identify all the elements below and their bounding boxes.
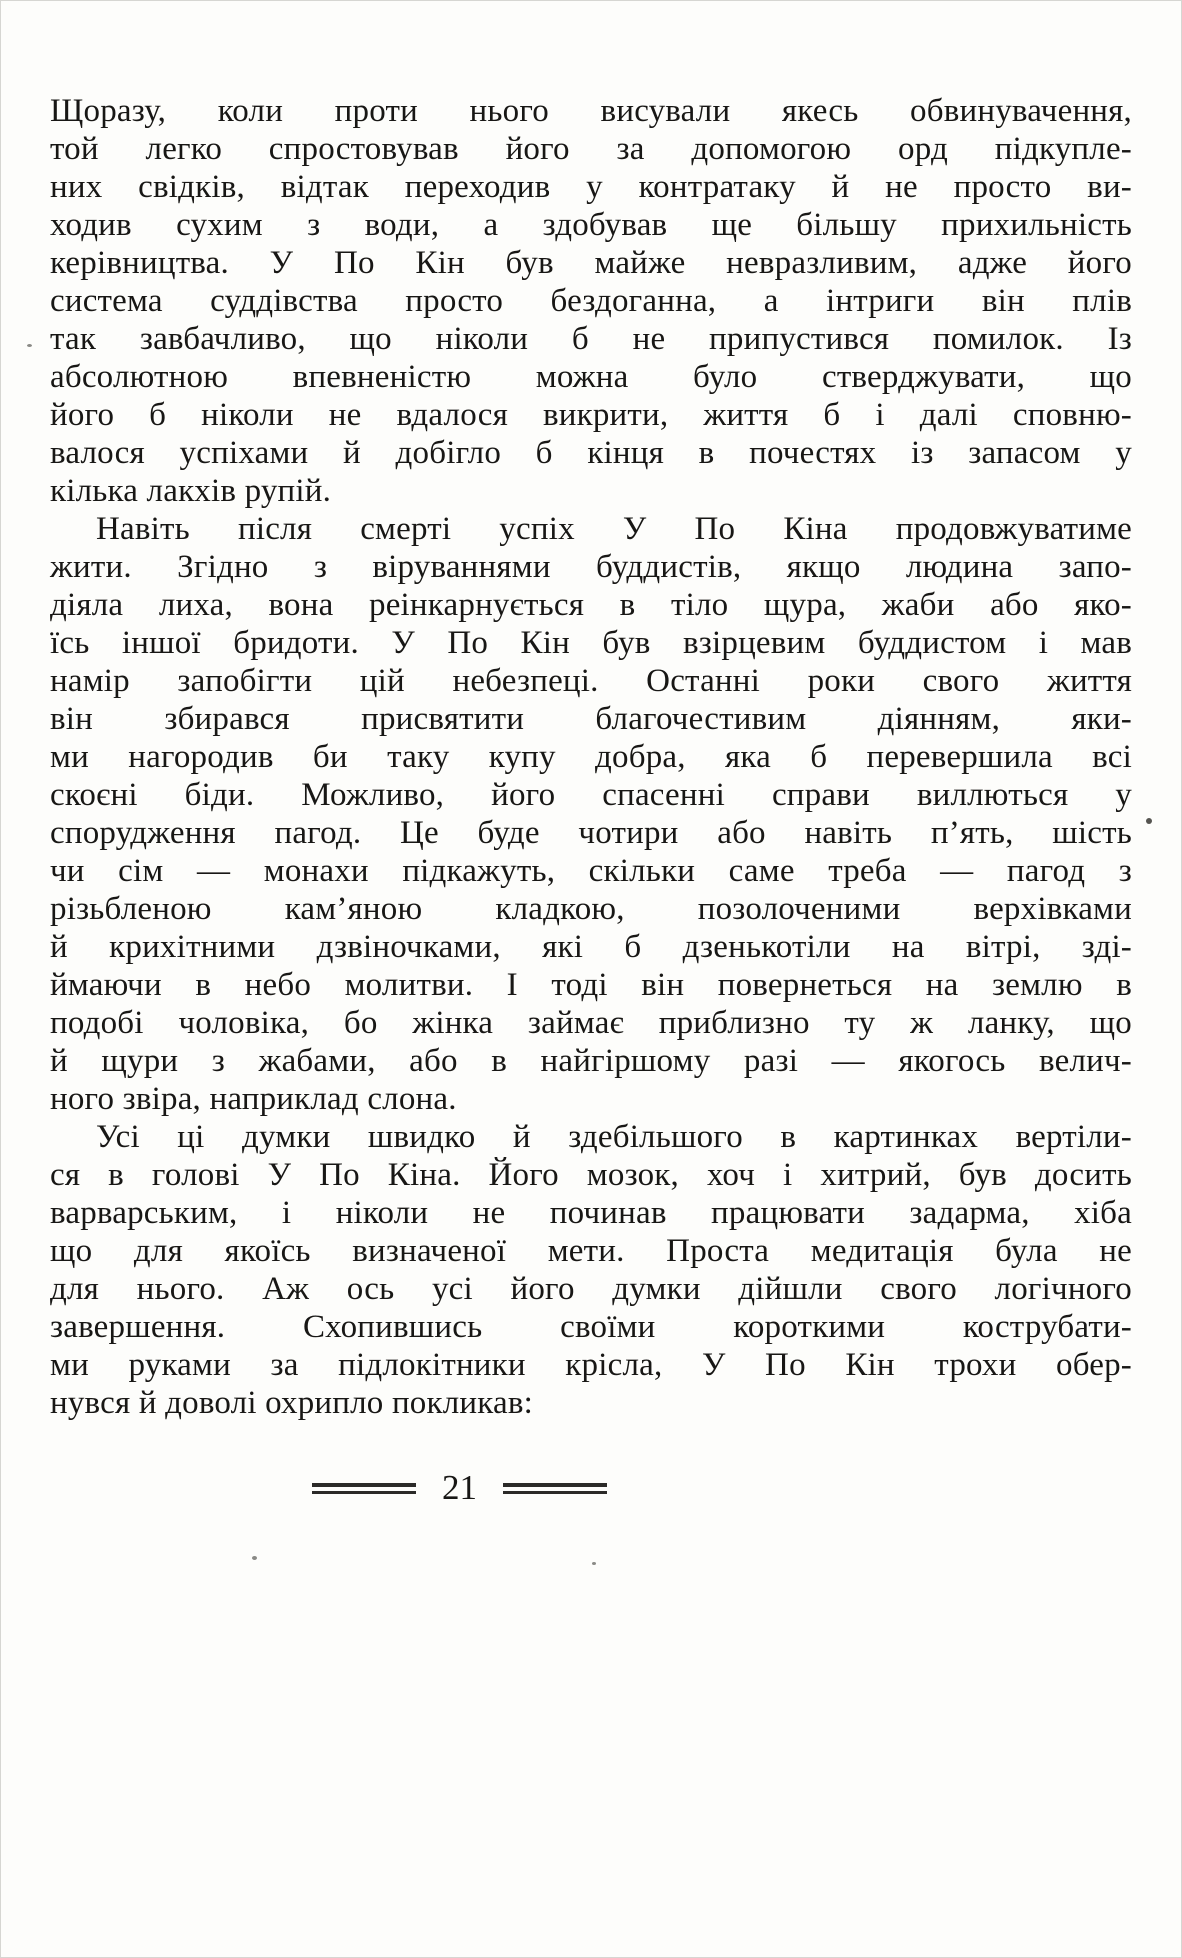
text-line: його б ніколи не вдалося викрити, життя б і далі сповню- [50, 397, 1132, 433]
text-line: ного звіра, наприклад слона. [50, 1081, 457, 1117]
text-line: них свідків, відтак переходив у контратаку й не просто ви- [50, 169, 1132, 205]
text-line: ходив сухим з води, а здобував ще більшу прихильність [50, 207, 1132, 243]
text-line: що для якоїсь визначеної мети. Проста медитація була не [50, 1233, 1132, 1269]
text-line: той легко спростовував його за допомогою орд підкупле- [50, 131, 1132, 167]
text-line: ми руками за підлокітники крісла, У По Кін трохи обер- [50, 1347, 1132, 1383]
page-footer [312, 1468, 607, 1508]
text-line: валося успіхами й добігло б кінця в почестях із запасом у [50, 435, 1132, 471]
text-line: ми нагородив би таку купу добра, яка б перевершила всі [50, 739, 1132, 775]
text-line: нувся й доволі охрипло покликав: [50, 1385, 533, 1421]
text-line: Щоразу, коли проти нього висували якесь обвинувачення, [50, 93, 1132, 129]
footer-rule-right [503, 1483, 607, 1494]
text-line: абсолютною впевненістю можна було стверджувати, що [50, 359, 1132, 395]
text-line: ймаючи в небо молитви. І тоді він повернеться на землю в [50, 967, 1132, 1003]
text-line: кілька лакхів рупій. [50, 473, 332, 509]
text-line: різьбленою кам’яною кладкою, позолоченими верхівками [50, 891, 1132, 927]
text-line: жити. Згідно з віруваннями буддистів, якщо людина запо- [50, 549, 1132, 585]
page-text-block [50, 92, 1132, 1422]
text-line: чи сім — монахи підкажуть, скільки саме треба — пагод з [50, 853, 1132, 889]
text-line: так завбачливо, що ніколи б не припустився помилок. Із [50, 321, 1132, 357]
text-line: спорудження пагод. Це буде чотири або навіть п’ять, шість [50, 815, 1132, 851]
text-line: й щури з жабами, або в найгіршому разі — якогось велич- [50, 1043, 1132, 1079]
text-line: ся в голові У По Кіна. Його мозок, хоч і хитрий, був досить [50, 1157, 1132, 1193]
text-line: подобі чоловіка, бо жінка займає приблизно ту ж ланку, що [50, 1005, 1132, 1041]
text-line: діяла лиха, вона реінкарнується в тіло щура, жаби або яко- [50, 587, 1132, 623]
paragraph [50, 510, 1132, 1118]
text-line: Усі ці думки швидко й здебільшого в картинках вертіли- [96, 1119, 1132, 1155]
text-line: завершення. Схопившись своїми короткими кострубати- [50, 1309, 1132, 1345]
text-line: система суддівства просто бездоганна, а інтриги він плів [50, 283, 1132, 319]
text-line: Навіть після смерті успіх У По Кіна продовжуватиме [96, 511, 1132, 547]
page-number: 21 [442, 1468, 477, 1507]
footer-rule-left [312, 1483, 416, 1494]
scan-artifact-dot [27, 344, 32, 347]
scan-artifact-dot [592, 1562, 596, 1565]
text-line: їсь іншої бридоти. У По Кін був взірцевим буддистом і мав [50, 625, 1132, 661]
paragraph [50, 92, 1132, 510]
text-line: для нього. Аж ось усі його думки дійшли свого логічного [50, 1271, 1132, 1307]
text-line: керівництва. У По Кін був майже невразливим, адже його [50, 245, 1132, 281]
scan-artifact-dot [252, 1556, 257, 1560]
text-line: й крихітними дзвіночками, які б дзенькотіли на вітрі, зді- [50, 929, 1132, 965]
paragraph [50, 1118, 1132, 1422]
text-line: намір запобігти цій небезпеці. Останні роки свого життя [50, 663, 1132, 699]
scan-artifact-dot [1146, 818, 1152, 824]
text-line: він збирався присвятити благочестивим діянням, яки- [50, 701, 1132, 737]
text-line: варварським, і ніколи не починав працювати задарма, хіба [50, 1195, 1132, 1231]
text-line: скоєні біди. Можливо, його спасенні справи виллються у [50, 777, 1132, 813]
